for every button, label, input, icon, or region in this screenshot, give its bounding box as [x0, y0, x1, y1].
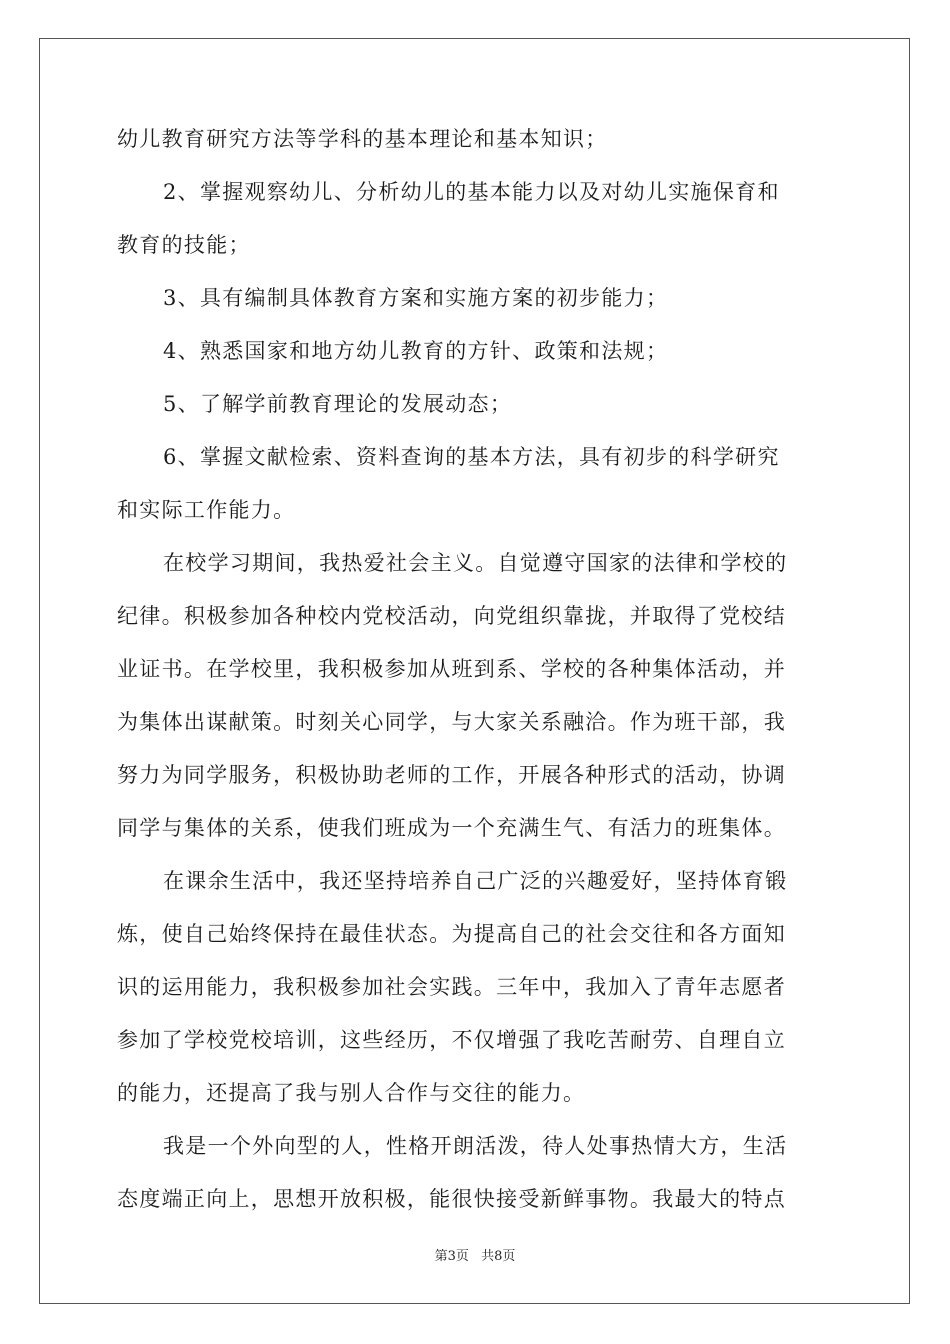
- text-line: 3、具有编制具体教育方案和实施方案的初步能力；: [163, 286, 669, 310]
- text-line: 幼儿教育研究方法等学科的基本理论和基本知识；: [117, 127, 608, 151]
- document-body: [117, 125, 837, 1238]
- text-line: 为集体出谋献策。时刻关心同学，与大家关系融洽。作为班干部，我: [117, 710, 786, 734]
- text-line: 5、了解学前教育理论的发展动态；: [163, 392, 513, 416]
- text-line: 在校学习期间，我热爱社会主义。自觉遵守国家的法律和学校的: [163, 551, 788, 575]
- text-line: 识的运用能力，我积极参加社会实践。三年中，我加入了青年志愿者: [117, 975, 786, 999]
- text-line: 2、掌握观察幼儿、分析幼儿的基本能力以及对幼儿实施保育和: [163, 180, 780, 204]
- text-line: 在课余生活中，我还坚持培养自己广泛的兴趣爱好，坚持体育锻: [163, 869, 788, 893]
- text-line: 态度端正向上，思想开放积极，能很快接受新鲜事物。我最大的特点: [117, 1187, 786, 1211]
- text-line: 业证书。在学校里，我积极参加从班到系、学校的各种集体活动，并: [117, 657, 786, 681]
- text-line: 同学与集体的关系，使我们班成为一个充满生气、有活力的班集体。: [117, 816, 786, 840]
- text-line: 的能力，还提高了我与别人合作与交往的能力。: [117, 1081, 586, 1105]
- text-line: 炼，使自己始终保持在最佳状态。为提高自己的社会交往和各方面知: [117, 922, 786, 946]
- page-footer: [0, 1245, 950, 1264]
- text-line: 努力为同学服务，积极协助老师的工作，开展各种形式的活动，协调: [117, 763, 786, 787]
- text-line: 4、熟悉国家和地方幼儿教育的方针、政策和法规；: [163, 339, 669, 363]
- text-line: 参加了学校党校培训，这些经历，不仅增强了我吃苦耐劳、自理自立: [117, 1028, 786, 1052]
- page-total: 共8页: [481, 1249, 516, 1264]
- text-line: 6、掌握文献检索、资料查询的基本方法，具有初步的科学研究: [163, 445, 780, 469]
- page-number: 第3页: [434, 1249, 469, 1264]
- text-line: 和实际工作能力。: [117, 498, 296, 522]
- text-line: 教育的技能；: [117, 233, 251, 257]
- text-line: 我是一个外向型的人，性格开朗活泼，待人处事热情大方，生活: [163, 1134, 788, 1158]
- text-line: 纪律。积极参加各种校内党校活动，向党组织靠拢，并取得了党校结: [117, 604, 786, 628]
